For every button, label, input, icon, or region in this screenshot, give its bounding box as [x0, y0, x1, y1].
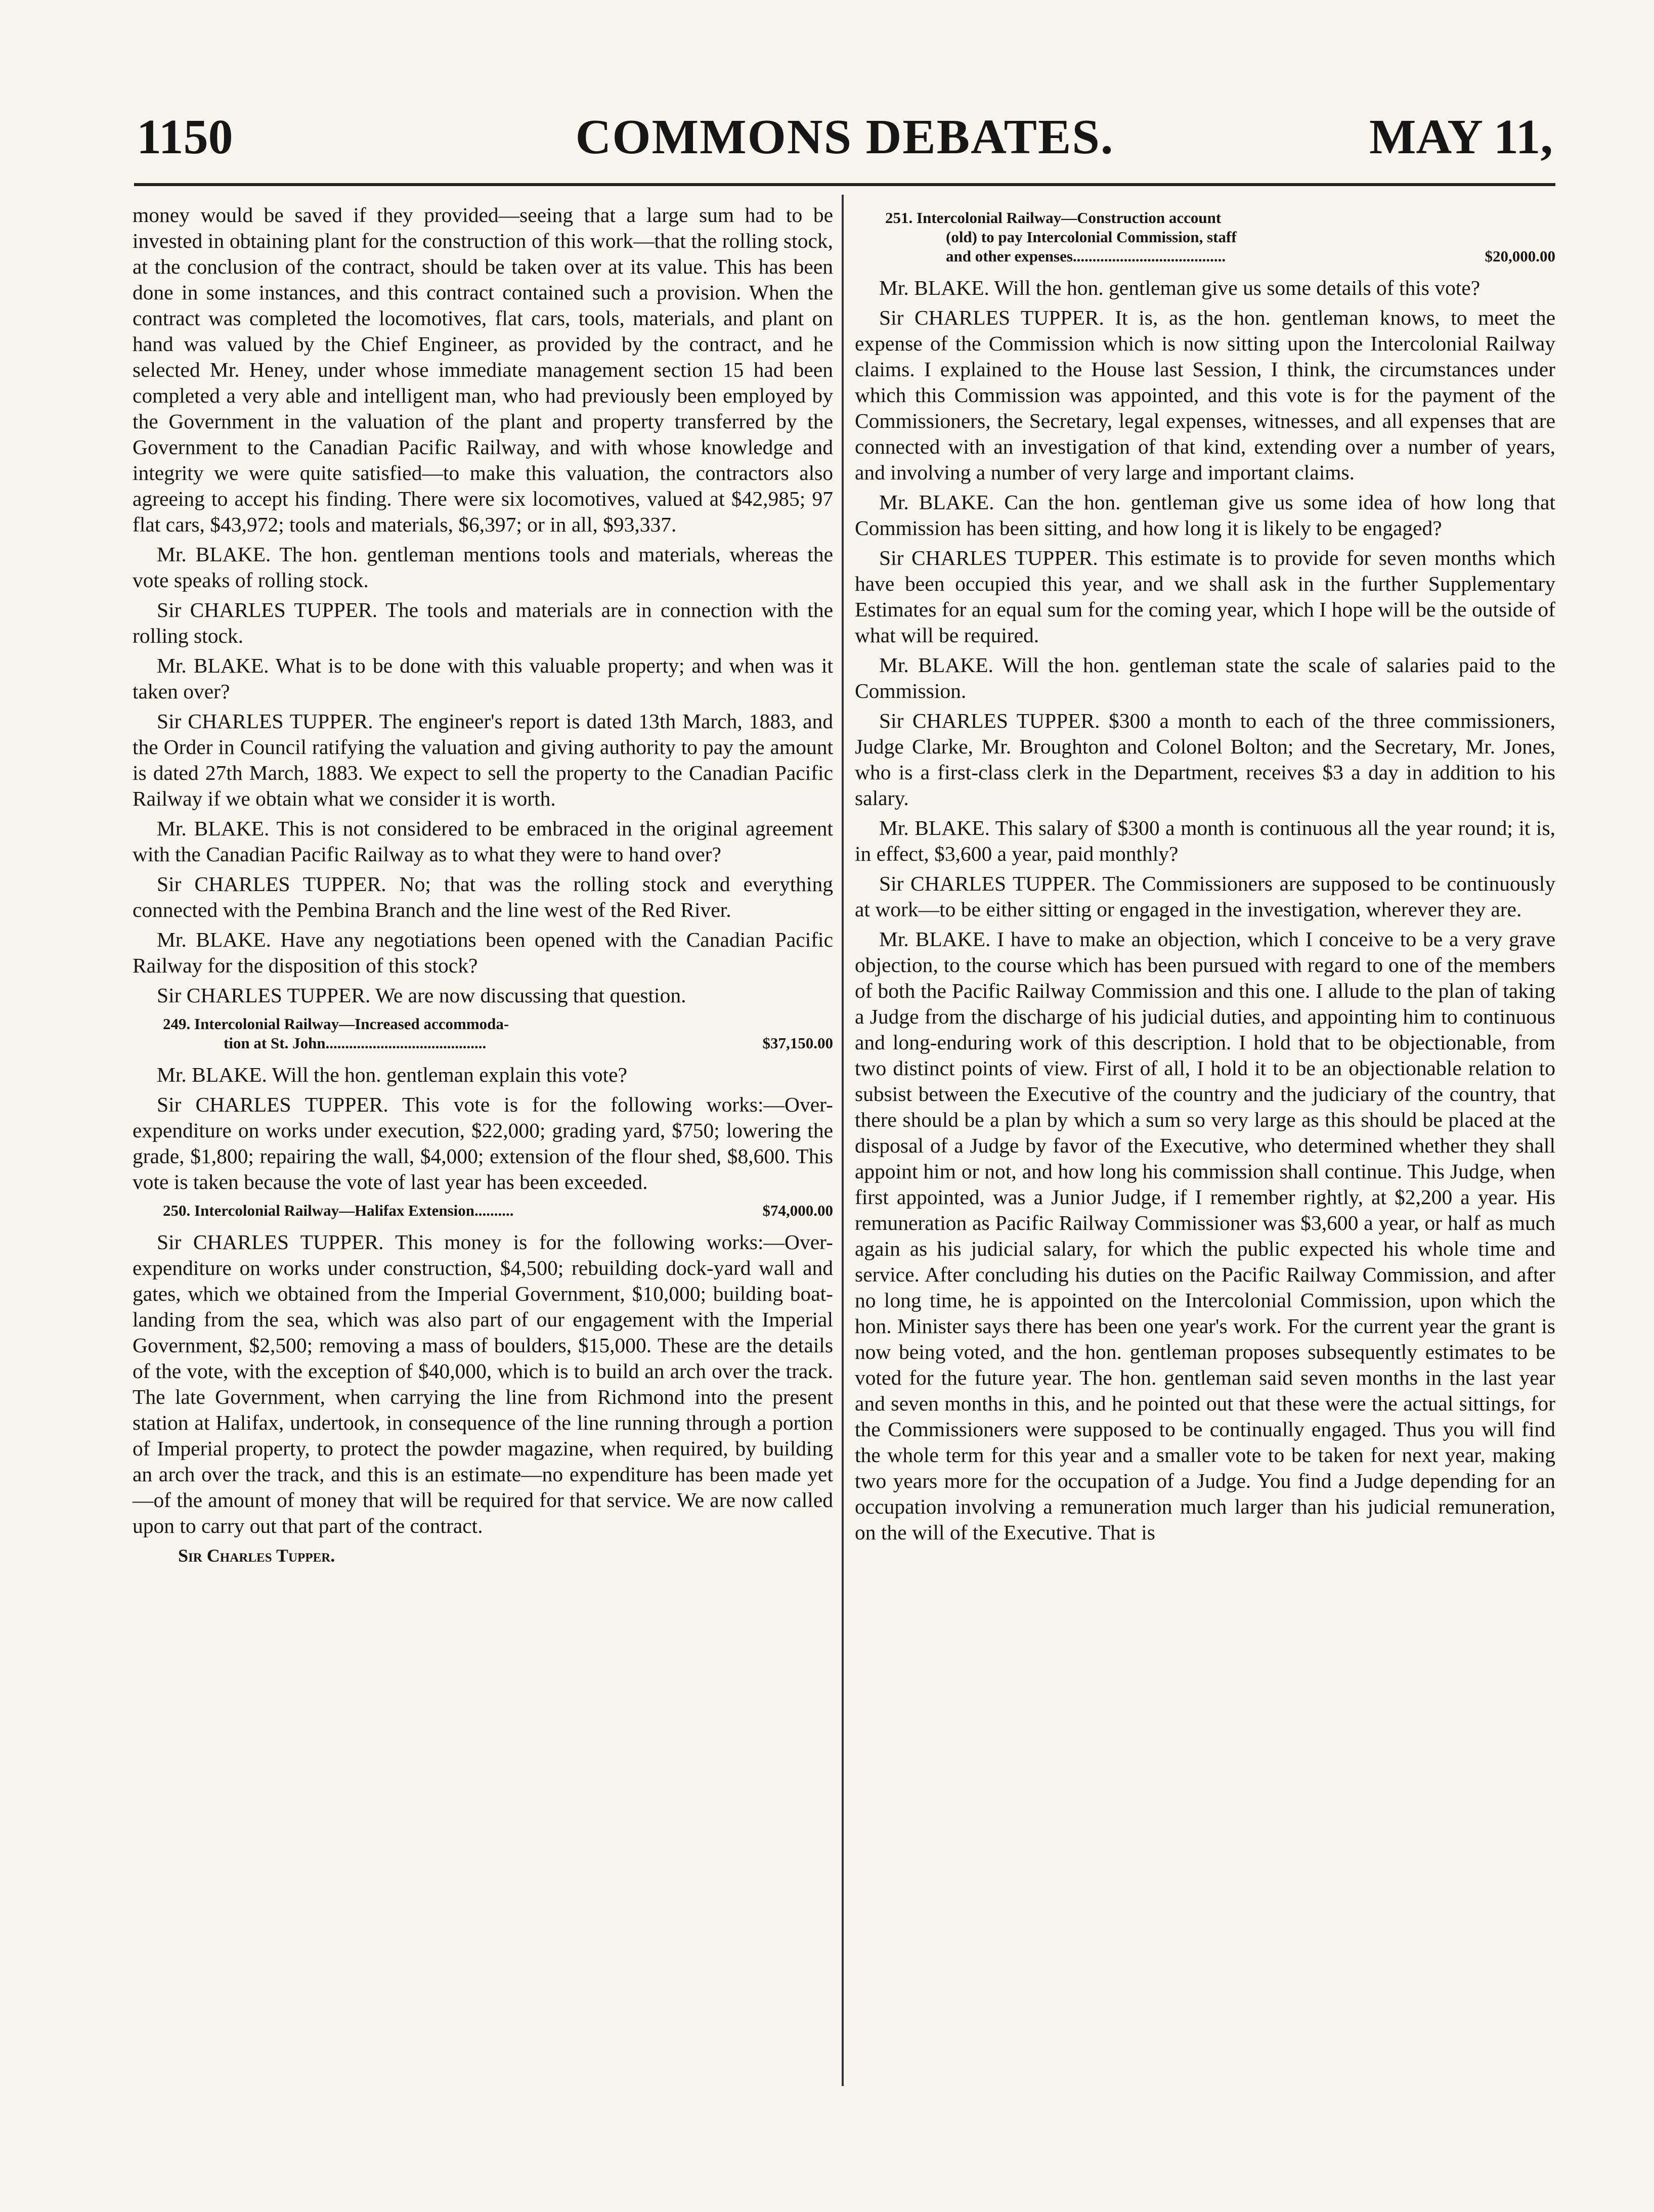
paragraph: Sir CHARLES TUPPER. $300 a month to each of the three commissioners, Judge Clarke, Mr. Broughton and Colonel Bolton; and the Secretary, Mr. Jones, who is a first-class clerk in the Department, receives $3 a day in addition to his salary. — [855, 709, 1555, 810]
paragraph: Mr. BLAKE. Will the hon. gentleman explain this vote? — [157, 1063, 628, 1086]
paragraph: Sir CHARLES TUPPER. This estimate is to provide for seven months which have been occupied this year, and we shall ask in the further Supplementary Estimates for an equal sum for the coming year, which I hope will be the outside of what will be required. — [855, 546, 1555, 647]
paragraph: Sir CHARLES TUPPER. It is, as the hon. gentleman knows, to meet the expense of the Commission which is now sitting upon the Intercolonial Railway claims. I explained to the House last Session, I think, the circumstances under which this Commission was appointed, and this vote is for the payment of the Commissioners, the Secretary, legal expenses, witnesses, and all expenses that are connected with an investigation of that kind, extending over a number of years, and involving a number of very large and important claims. — [855, 306, 1555, 484]
paragraph: Mr. BLAKE. I have to make an objection, which I conceive to be a very grave objection, to the course which has been pursued with regard to one of the members of both the Pacific Railway Commission and this one. I allude to the plan of taking a Judge from the discharge of his judicial duties, and appointing him to continuous and long-enduring work of this description. I hold that to be objectionable, from two distinct points of view. First of all, I hold it to be an objectionable relation to subsist between the Executive of the country and the judiciary of the country, that there should be a plan by which a sum so very large as this should be placed at the disposal of a Judge by favor of the Executive, who determined whether they shall appoint him or not, and how long his commission shall continue. This Judge, when first appointed, was a Junior Judge, if I remember rightly, at $2,200 a year. His remuneration as Pacific Railway Commissioner was $3,600 a year, or half as much again as his judicial salary, for which the public expected his whole time and service. After concluding his duties on the Pacific Railway Commission, and after no long time, he is appointed on the Intercolonial Commission, upon which the hon. Minister says there has been one year's work. For the current year the grant is now being voted, and the hon. gentleman proposes subsequently estimates to be voted for the future year. The hon. gentleman said seven months in the last year and seven months in this, and he pointed out that these were the actual sittings, for the Commissioners were supposed to be continually engaged. Thus you will find the whole term for this year and a smaller vote to be taken for next year, making two years more for the occupation of a Judge. You find a Judge depending for an occupation involving a remuneration much larger than his judicial remuneration, on the will of the Executive. That is — [855, 927, 1555, 1544]
estimate-item-title-cont: (old) to pay Intercolonial Commission, staff — [946, 228, 1237, 246]
estimate-item-249 — [133, 1014, 833, 1053]
right-column — [855, 202, 1555, 1550]
paragraph: Sir CHARLES TUPPER. We are now discussing that question. — [157, 984, 686, 1007]
left-column — [133, 202, 833, 1569]
paragraph: Sir CHARLES TUPPER. The tools and materials are in connection with the rolling stock. — [133, 598, 833, 647]
paragraph: Mr. BLAKE. Have any negotiations been opened with the Canadian Pacific Railway for the disposition of this stock? — [133, 928, 833, 977]
paragraph: Sir CHARLES TUPPER. No; that was the rolling stock and everything connected with the Pembina Branch and the line west of the Red River. — [133, 872, 833, 921]
estimate-item-250 — [133, 1201, 833, 1220]
estimate-item-title: 251. Intercolonial Railway—Construction account — [885, 209, 1222, 227]
page-number: 1150 — [137, 110, 233, 164]
estimate-item-title-cont: tion at St. John......................................... — [224, 1034, 487, 1052]
estimate-item-title-cont: and other expenses....................................... — [946, 247, 1226, 265]
paragraph: Mr. BLAKE. What is to be done with this valuable property; and when was it taken over? — [133, 654, 833, 703]
estimate-item-title: 249. Intercolonial Railway—Increased accommoda- — [163, 1015, 509, 1033]
paragraph: Sir CHARLES TUPPER. This money is for the following works:—Over-expenditure on works under construction, $4,500; rebuilding dock-yard wall and gates, which we obtained from the Imperial Government, $10,000; building boat-landing from the sea, which was also part of our engagement with the Imperial Government, $2,500; removing a mass of boulders, $15,000. These are the details of the vote, with the exception of $40,000, which is to build an arch over the track. The late Government, when carrying the line from Richmond into the present station at Halifax, undertook, in consequence of the line running through a portion of Imperial property, to protect the powder magazine, when required, by building an arch over the track, and this is an estimate—no expenditure has been made yet—of the amount of money that will be required for that service. We are now called upon to carry out that part of the contract. — [133, 1230, 833, 1537]
page-title: COMMONS DEBATES. — [575, 110, 1114, 164]
estimate-amount: $37,150.00 — [762, 1034, 833, 1052]
estimate-item-251 — [855, 208, 1555, 266]
paragraph: Mr. BLAKE. The hon. gentleman mentions tools and materials, whereas the vote speaks of rolling stock. — [133, 543, 833, 592]
paragraph: Sir CHARLES TUPPER. The engineer's report is dated 13th March, 1883, and the Order in Council ratifying the valuation and giving authority to pay the amount is dated 27th March, 1883. We expect to sell the property to the Canadian Pacific Railway if we obtain what we consider it is worth. — [133, 710, 833, 810]
header-date: MAY 11, — [1369, 110, 1553, 164]
page-header — [137, 109, 1553, 174]
paragraph: Mr. BLAKE. Will the hon. gentleman give us some details of this vote? — [879, 276, 1481, 299]
paragraph: Mr. BLAKE. This salary of $300 a month is continuous all the year round; it is, in effect, $3,600 a year, paid monthly? — [855, 816, 1555, 865]
paragraph: Sir CHARLES TUPPER. This vote is for the following works:—Over-expenditure on works under execution, $22,000; grading yard, $750; lowering the grade, $1,800; repairing the wall, $4,000; extension of the flour shed, $8,600. This vote is taken because the vote of last year has been exceeded. — [133, 1093, 833, 1193]
paragraph: Mr. BLAKE. Will the hon. gentleman state the scale of salaries paid to the Commission. — [855, 653, 1555, 702]
paragraph: Mr. BLAKE. Can the hon. gentleman give us some idea of how long that Commission has been sitting, and how long it is likely to be engaged? — [855, 491, 1555, 540]
paragraph: Mr. BLAKE. This is not considered to be embraced in the original agreement with the Canadian Pacific Railway as to what they were to hand over? — [133, 817, 833, 866]
column-divider — [842, 195, 844, 2086]
header-rule — [134, 183, 1555, 186]
estimate-amount: $74,000.00 — [762, 1202, 833, 1219]
estimate-item-title: 250. Intercolonial Railway—Halifax Extension.......... — [163, 1202, 514, 1219]
speaker-signature: Sir Charles Tupper. — [178, 1545, 335, 1566]
estimate-amount: $20,000.00 — [1485, 247, 1555, 265]
paragraph: Sir CHARLES TUPPER. The Commissioners are supposed to be continuously at work—to be either sitting or engaged in the investigation, wherever they are. — [855, 872, 1555, 921]
paragraph: money would be saved if they provided—seeing that a large sum had to be invested in obtaining plant for the construction of this work—that the rolling stock, at the conclusion of the contract, should be taken over at its value. This has been done in some instances, and this contract contained such a provision. When the contract was completed the locomotives, flat cars, tools, materials, and plant on hand was valued by the Chief Engineer, as provided by the contract, and he selected Mr. Heney, under whose immediate management section 15 had been completed a very able and intelligent man, who had previously been employed by the Government in the valuation of the plant and property transferred by the Government to the Canadian Pacific Railway, and with whose knowledge and integrity we were quite satisfied—to make this valuation, the contractors also agreeing to accept his finding. There were six locomotives, valued at $42,985; 97 flat cars, $43,972; tools and materials, $6,397; or in all, $93,337. — [133, 203, 833, 536]
